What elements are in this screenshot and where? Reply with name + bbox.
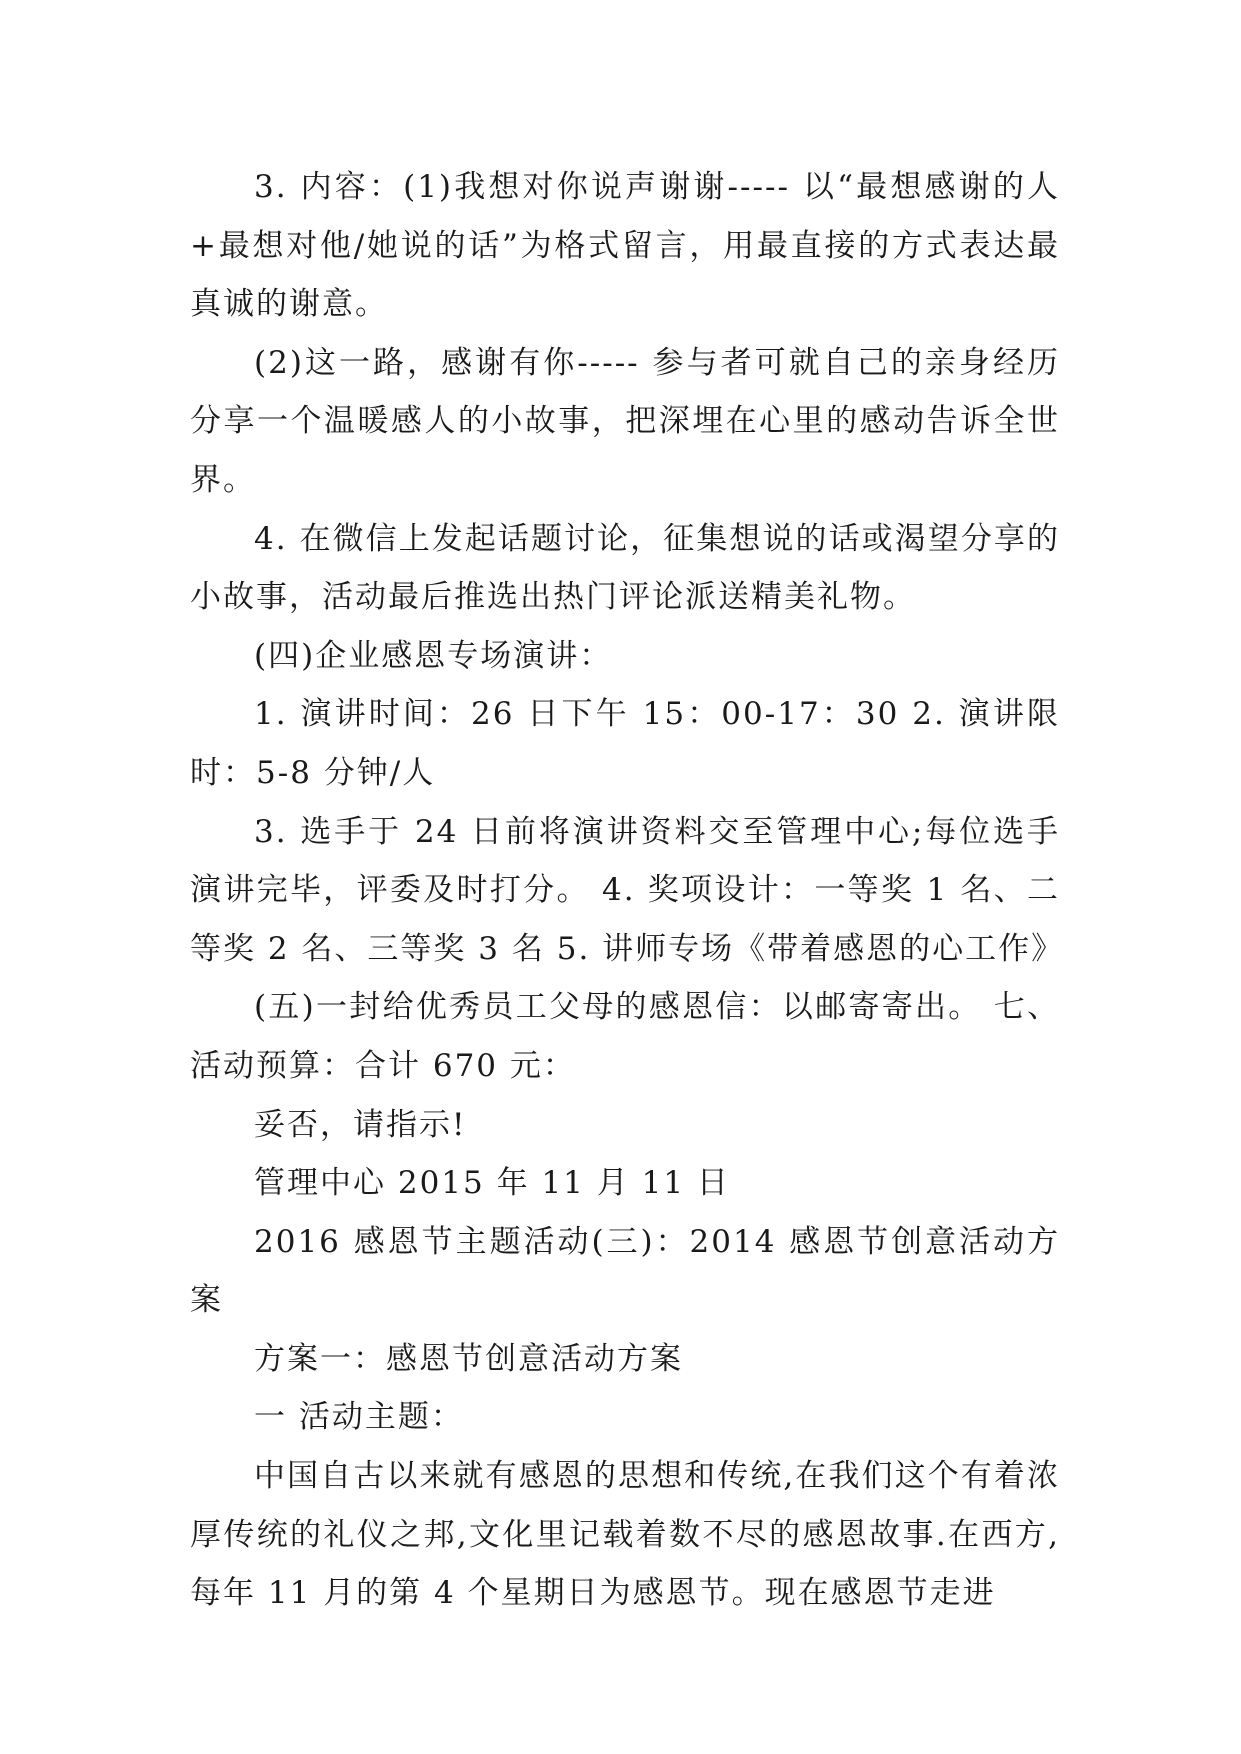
paragraph-content-item-3: 3. 内容：(1)我想对你说声谢谢----- 以“最想感谢的人+最想对他/她说的话”为格式留言，用最直接的方式表达最真诚的谢意。 <box>190 169 1060 323</box>
paragraph-thanks-along-the-way: (2)这一路，感谢有你----- 参与者可就自己的亲身经历分享一个温暖感人的小故事，把深埋在心里的感动告诉全世界。 <box>190 344 1060 498</box>
paragraph-plan-one-title: 方案一：感恩节创意活动方案 <box>254 1340 683 1377</box>
paragraph-signature-date: 管理中心 2015 年 11 月 11 日 <box>254 1165 730 1202</box>
paragraph-theme-body: 中国自古以来就有感恩的思想和传统,在我们这个有着浓厚传统的礼仪之邦,文化里记载着数不尽的感恩故事.在西方,每年 11 月的第 4 个星期日为感恩节。现在感恩节走进 <box>190 1458 1060 1612</box>
paragraph-wechat-discussion: 4. 在微信上发起话题讨论，征集想说的话或渴望分享的小故事，活动最后推选出热门评论派送精美礼物。 <box>190 520 1060 616</box>
document-body <box>190 158 1065 1623</box>
paragraph-speech-rules: 3. 选手于 24 日前将演讲资料交至管理中心;每位选手演讲完毕，评委及时打分。 4. 奖项设计：一等奖 1 名、二等奖 2 名、三等奖 3 名 5. 讲师专场《带着感恩的心工作》 <box>190 813 1065 967</box>
paragraph-approval-request: 妥否，请指示! <box>254 1106 467 1143</box>
section-heading-speech: (四)企业感恩专场演讲： <box>254 637 613 674</box>
paragraph-thank-you-letter: (五)一封给优秀员工父母的感恩信：以邮寄寄出。 七、活动预算：合计 670 元： <box>190 989 1060 1084</box>
paragraph-article-title: 2016 感恩节主题活动(三)：2014 感恩节创意活动方案 <box>190 1223 1060 1319</box>
section-heading-activity-theme: 一 活动主题： <box>254 1399 464 1436</box>
paragraph-speech-time: 1. 演讲时间：26 日下午 15：00-17：30 2. 演讲限时：5-8 分钟/人 <box>190 696 1060 791</box>
